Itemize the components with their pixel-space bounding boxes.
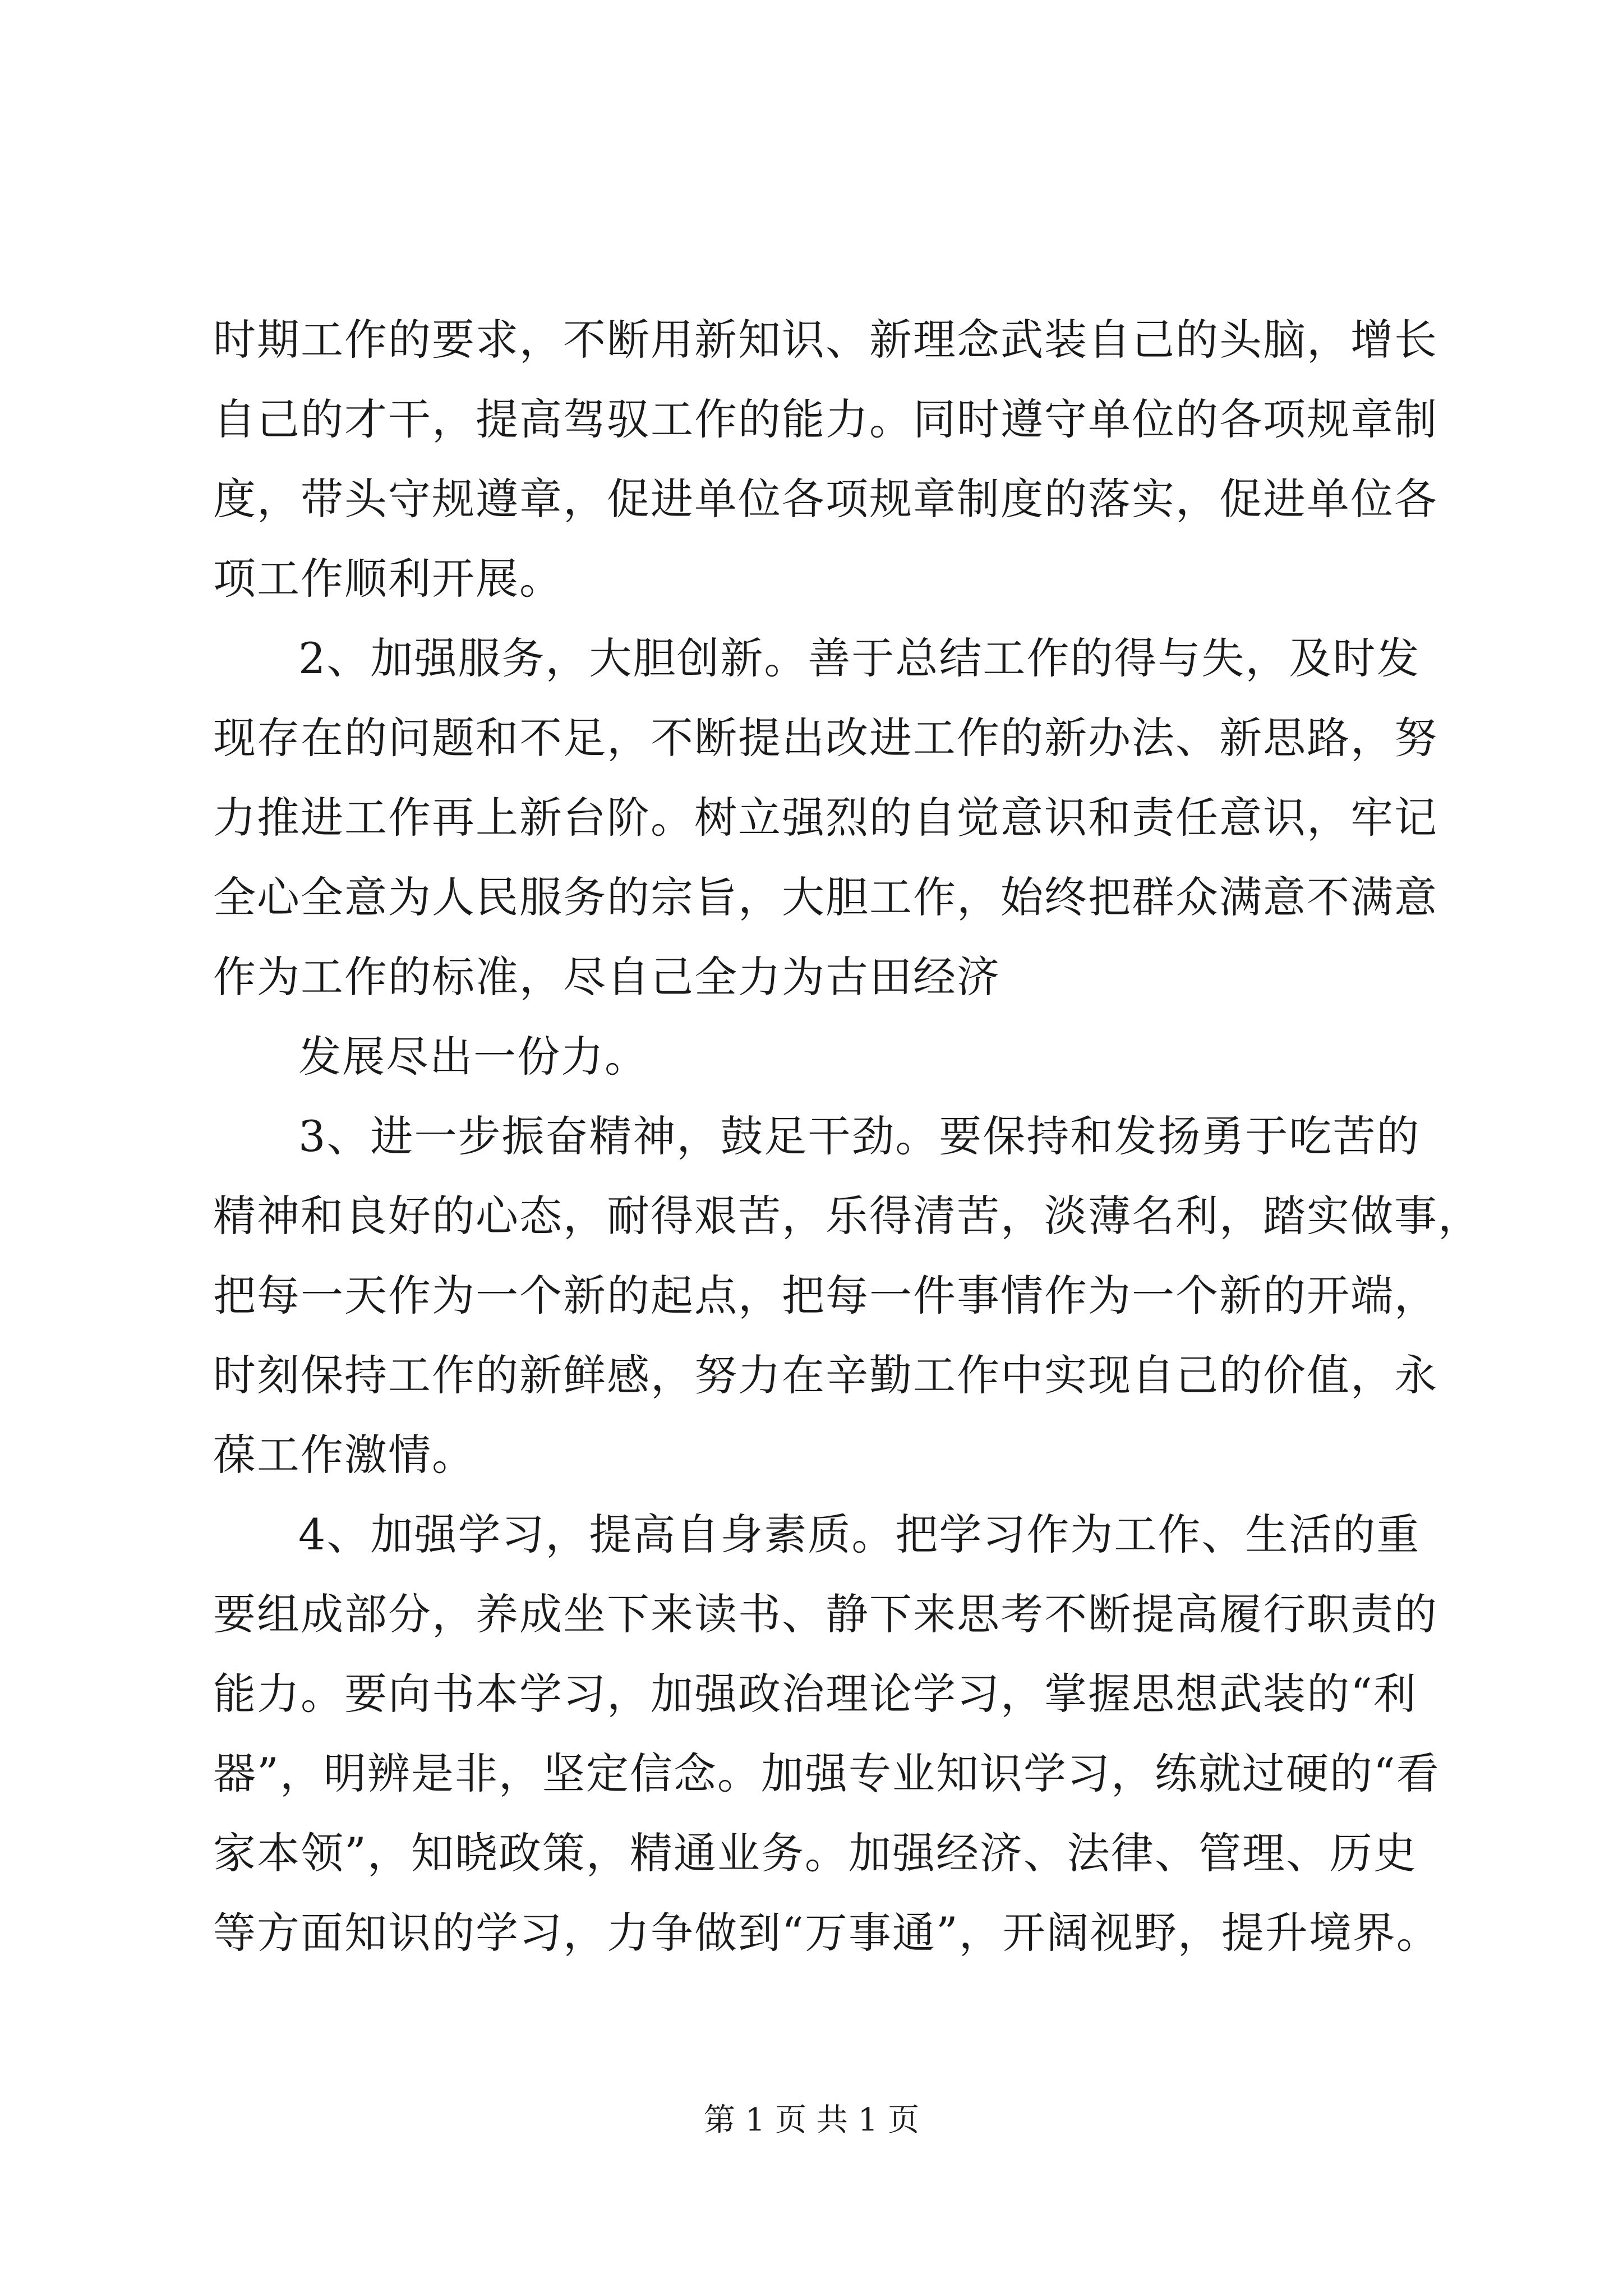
text-line: 现存在的问题和不足，不断提出改进工作的新办法、新思路，努	[213, 713, 1438, 763]
text-line: 3、进一步振奋精神，鼓足干劲。要保持和发扬勇于吃苦的	[298, 1111, 1421, 1161]
text-line: 力推进工作再上新台阶。树立强烈的自觉意识和责任意识，牢记	[213, 793, 1438, 843]
page-number: 第 1 页 共 1 页	[703, 2102, 920, 2138]
text-line: 发展尽出一份力。	[298, 1032, 648, 1082]
text-line: 自己的才干，提高驾驭工作的能力。同时遵守单位的各项规章制	[213, 394, 1438, 444]
text-line: 精神和良好的心态，耐得艰苦，乐得清苦，淡薄名利，踏实做事，	[213, 1191, 1482, 1241]
text-line: 家本领”，知晓政策，精通业务。加强经济、法律、管理、历史	[213, 1828, 1417, 1878]
text-line: 要组成部分，养成坐下来读书、静下来思考不断提高履行职责的	[213, 1589, 1438, 1639]
text-line: 4、加强学习，提高自身素质。把学习作为工作、生活的重	[298, 1510, 1421, 1559]
text-line: 项工作顺利开展。	[213, 554, 563, 604]
text-line: 度，带头守规遵章，促进单位各项规章制度的落实，促进单位各	[213, 474, 1438, 524]
text-line: 能力。要向书本学习，加强政治理论学习，掌握思想武装的“利	[213, 1669, 1417, 1719]
page-footer	[0, 2098, 1623, 2143]
text-line: 把每一天作为一个新的起点，把每一件事情作为一个新的开端，	[213, 1271, 1438, 1320]
text-line: 器”，明辨是非，坚定信念。加强专业知识学习，练就过硬的“看	[213, 1749, 1440, 1798]
text-line: 作为工作的标准，尽自己全力为古田经济	[213, 952, 1000, 1002]
text-line: 时刻保持工作的新鲜感，努力在辛勤工作中实现自己的价值，永	[213, 1350, 1438, 1400]
text-line: 葆工作激情。	[213, 1430, 476, 1480]
text-line: 时期工作的要求，不断用新知识、新理念武装自己的头脑，增长	[213, 315, 1438, 365]
text-line: 2、加强服务，大胆创新。善于总结工作的得与失，及时发	[298, 633, 1421, 683]
text-line: 全心全意为人民服务的宗旨，大胆工作，始终把群众满意不满意	[213, 872, 1438, 922]
document-body	[213, 300, 1482, 1973]
text-line: 等方面知识的学习，力争做到“万事通”，开阔视野，提升境界。	[213, 1908, 1440, 1958]
